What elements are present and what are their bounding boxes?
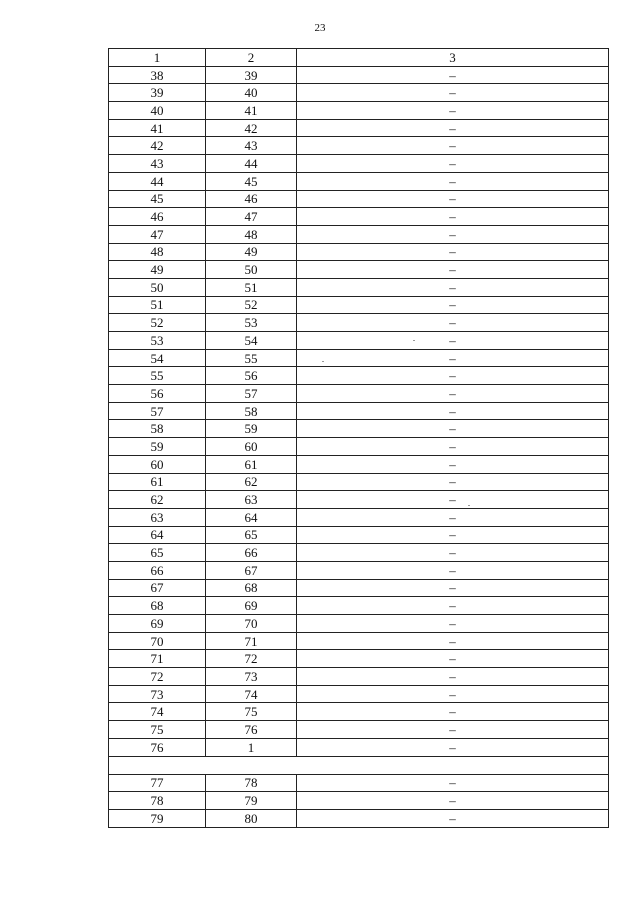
table-row — [109, 172, 609, 190]
table-row — [109, 261, 609, 279]
table-cell-col-2: 74 — [206, 685, 297, 703]
table-cell-col-1: 68 — [109, 597, 206, 615]
scan-speck — [413, 340, 415, 341]
table-cell-col-3: – — [297, 703, 609, 721]
table-cell-col-2: 39 — [206, 66, 297, 84]
table-cell-col-2: 49 — [206, 243, 297, 261]
table-cell-col-3: – — [297, 774, 609, 792]
table-row — [109, 473, 609, 491]
table-row — [109, 721, 609, 739]
table-cell-col-1: 48 — [109, 243, 206, 261]
table-cell-col-1: 50 — [109, 278, 206, 296]
table-cell-col-2: 53 — [206, 314, 297, 332]
table-cell-col-2: 1 — [206, 738, 297, 756]
table-cell-col-2: 72 — [206, 650, 297, 668]
table-cell-col-3: – — [297, 243, 609, 261]
table-cell-col-2: 71 — [206, 632, 297, 650]
table-row — [109, 809, 609, 827]
table-row — [109, 420, 609, 438]
table-cell-col-1: 49 — [109, 261, 206, 279]
table-cell-col-1: 52 — [109, 314, 206, 332]
table-cell-col-2: 42 — [206, 119, 297, 137]
table-cell-col-3: – — [297, 491, 609, 509]
column-header-3: 3 — [297, 49, 609, 67]
table-cell-col-1: 51 — [109, 296, 206, 314]
table-cell-col-3: – — [297, 261, 609, 279]
table-cell-col-1: 78 — [109, 792, 206, 810]
page-number: 23 — [314, 22, 326, 34]
table-cell-col-3: – — [297, 615, 609, 633]
table-cell-col-3: – — [297, 66, 609, 84]
table-row — [109, 703, 609, 721]
table-cell-col-3: – — [297, 102, 609, 120]
table-cell-col-1: 77 — [109, 774, 206, 792]
table-cell-col-1: 56 — [109, 385, 206, 403]
table-cell-col-3: – — [297, 650, 609, 668]
gap-row — [109, 756, 609, 774]
table-cell-col-3: – — [297, 526, 609, 544]
table-cell-col-2: 50 — [206, 261, 297, 279]
table-cell-col-2: 65 — [206, 526, 297, 544]
table-cell-col-3: – — [297, 597, 609, 615]
table-row — [109, 544, 609, 562]
table-row — [109, 332, 609, 350]
table-cell-col-2: 48 — [206, 225, 297, 243]
table-cell-col-3: – — [297, 402, 609, 420]
table-cell-col-3: – — [297, 84, 609, 102]
table-cell-col-3: – — [297, 809, 609, 827]
table-row — [109, 278, 609, 296]
table-row — [109, 597, 609, 615]
table-cell-col-2: 61 — [206, 455, 297, 473]
table-cell-col-1: 39 — [109, 84, 206, 102]
table-row — [109, 349, 609, 367]
table-cell-col-3: – — [297, 385, 609, 403]
table-cell-col-3: – — [297, 172, 609, 190]
table-cell-col-2: 43 — [206, 137, 297, 155]
table-cell-col-1: 55 — [109, 367, 206, 385]
table-row — [109, 296, 609, 314]
table-cell-col-1: 57 — [109, 402, 206, 420]
table-cell-col-1: 38 — [109, 66, 206, 84]
table-row — [109, 561, 609, 579]
table-row — [109, 155, 609, 173]
table-row — [109, 402, 609, 420]
table-cell-col-3: – — [297, 685, 609, 703]
table-row — [109, 190, 609, 208]
table-cell-col-1: 45 — [109, 190, 206, 208]
table-cell-col-3: – — [297, 721, 609, 739]
table-row — [109, 243, 609, 261]
table-cell-col-3: – — [297, 579, 609, 597]
table-cell-col-2: 44 — [206, 155, 297, 173]
table-cell-col-3: – — [297, 668, 609, 686]
table-row — [109, 102, 609, 120]
table-row — [109, 491, 609, 509]
table-cell-col-1: 66 — [109, 561, 206, 579]
table-cell-col-1: 74 — [109, 703, 206, 721]
table-row — [109, 774, 609, 792]
table-row — [109, 455, 609, 473]
table-cell-col-1: 46 — [109, 208, 206, 226]
table-cell-col-1: 69 — [109, 615, 206, 633]
table-cell-col-3: – — [297, 190, 609, 208]
table-cell-col-3: – — [297, 438, 609, 456]
table-cell-col-3: – — [297, 278, 609, 296]
table-cell-col-2: 41 — [206, 102, 297, 120]
table-cell-col-2: 46 — [206, 190, 297, 208]
table-row — [109, 508, 609, 526]
column-header-2: 2 — [206, 49, 297, 67]
table-body-main — [109, 66, 609, 756]
table-cell-col-2: 51 — [206, 278, 297, 296]
table-row — [109, 119, 609, 137]
table-cell-col-1: 59 — [109, 438, 206, 456]
table-cell-col-1: 54 — [109, 349, 206, 367]
table-row — [109, 526, 609, 544]
table-cell-col-3: – — [297, 296, 609, 314]
table-cell-col-2: 54 — [206, 332, 297, 350]
table-cell-col-3: – — [297, 332, 609, 350]
table-cell-col-1: 53 — [109, 332, 206, 350]
table-cell-col-2: 47 — [206, 208, 297, 226]
table-cell-col-2: 56 — [206, 367, 297, 385]
table-row — [109, 385, 609, 403]
table-cell-col-1: 58 — [109, 420, 206, 438]
table-cell-col-2: 62 — [206, 473, 297, 491]
table-cell-col-3: – — [297, 738, 609, 756]
table-cell-col-1: 71 — [109, 650, 206, 668]
table-cell-col-3: – — [297, 314, 609, 332]
table-cell-col-1: 79 — [109, 809, 206, 827]
table-cell-col-3: – — [297, 225, 609, 243]
table-cell-col-1: 60 — [109, 455, 206, 473]
table-cell-col-3: – — [297, 420, 609, 438]
table-cell-col-1: 41 — [109, 119, 206, 137]
table-row — [109, 615, 609, 633]
table-row — [109, 438, 609, 456]
table-cell-col-1: 65 — [109, 544, 206, 562]
table-cell-col-3: – — [297, 208, 609, 226]
table-cell-col-1: 62 — [109, 491, 206, 509]
table-row — [109, 738, 609, 756]
table-cell-col-2: 55 — [206, 349, 297, 367]
table-cell-col-3: – — [297, 155, 609, 173]
table-cell-col-2: 80 — [206, 809, 297, 827]
table-row — [109, 208, 609, 226]
table-cell-col-2: 69 — [206, 597, 297, 615]
table-row — [109, 650, 609, 668]
column-header-1: 1 — [109, 49, 206, 67]
table-cell-col-2: 67 — [206, 561, 297, 579]
table-cell-col-3: – — [297, 632, 609, 650]
table-body-continued — [109, 774, 609, 827]
table-row — [109, 84, 609, 102]
gap-cell — [109, 756, 609, 774]
table-cell-col-2: 66 — [206, 544, 297, 562]
table-cell-col-1: 63 — [109, 508, 206, 526]
table-cell-col-1: 47 — [109, 225, 206, 243]
table-cell-col-2: 52 — [206, 296, 297, 314]
table-cell-col-2: 40 — [206, 84, 297, 102]
table-cell-col-1: 70 — [109, 632, 206, 650]
table-row — [109, 225, 609, 243]
table-cell-col-2: 45 — [206, 172, 297, 190]
table-row — [109, 314, 609, 332]
table-cell-col-1: 72 — [109, 668, 206, 686]
table-cell-col-2: 63 — [206, 491, 297, 509]
table-cell-col-1: 43 — [109, 155, 206, 173]
table-cell-col-2: 76 — [206, 721, 297, 739]
table-cell-col-2: 73 — [206, 668, 297, 686]
table-cell-col-3: – — [297, 349, 609, 367]
table-cell-col-1: 76 — [109, 738, 206, 756]
table-cell-col-3: – — [297, 137, 609, 155]
table-gap-section — [109, 756, 609, 774]
table-cell-col-3: – — [297, 473, 609, 491]
table-cell-col-2: 75 — [206, 703, 297, 721]
table-row — [109, 632, 609, 650]
table-cell-col-1: 73 — [109, 685, 206, 703]
table-cell-col-2: 79 — [206, 792, 297, 810]
table-row — [109, 367, 609, 385]
table-row — [109, 792, 609, 810]
table-cell-col-2: 78 — [206, 774, 297, 792]
table-cell-col-2: 68 — [206, 579, 297, 597]
table-cell-col-1: 42 — [109, 137, 206, 155]
table-cell-col-2: 59 — [206, 420, 297, 438]
table-cell-col-3: – — [297, 544, 609, 562]
table-cell-col-3: – — [297, 455, 609, 473]
table-cell-col-1: 75 — [109, 721, 206, 739]
header-row — [109, 49, 609, 67]
table-row — [109, 137, 609, 155]
table-cell-col-3: – — [297, 508, 609, 526]
table-cell-col-1: 67 — [109, 579, 206, 597]
table-cell-col-2: 70 — [206, 615, 297, 633]
table-cell-col-1: 40 — [109, 102, 206, 120]
scan-speck — [322, 361, 324, 362]
table-cell-col-1: 61 — [109, 473, 206, 491]
table-cell-col-2: 58 — [206, 402, 297, 420]
table-cell-col-3: – — [297, 792, 609, 810]
transition-table — [108, 48, 609, 828]
table-row — [109, 668, 609, 686]
table-row — [109, 685, 609, 703]
scan-speck — [468, 505, 470, 506]
table-cell-col-2: 60 — [206, 438, 297, 456]
table-cell-col-2: 57 — [206, 385, 297, 403]
table-cell-col-2: 64 — [206, 508, 297, 526]
table-cell-col-3: – — [297, 561, 609, 579]
table-cell-col-1: 44 — [109, 172, 206, 190]
table-cell-col-3: – — [297, 119, 609, 137]
table-cell-col-3: – — [297, 367, 609, 385]
table-row — [109, 66, 609, 84]
table-row — [109, 579, 609, 597]
table-cell-col-1: 64 — [109, 526, 206, 544]
